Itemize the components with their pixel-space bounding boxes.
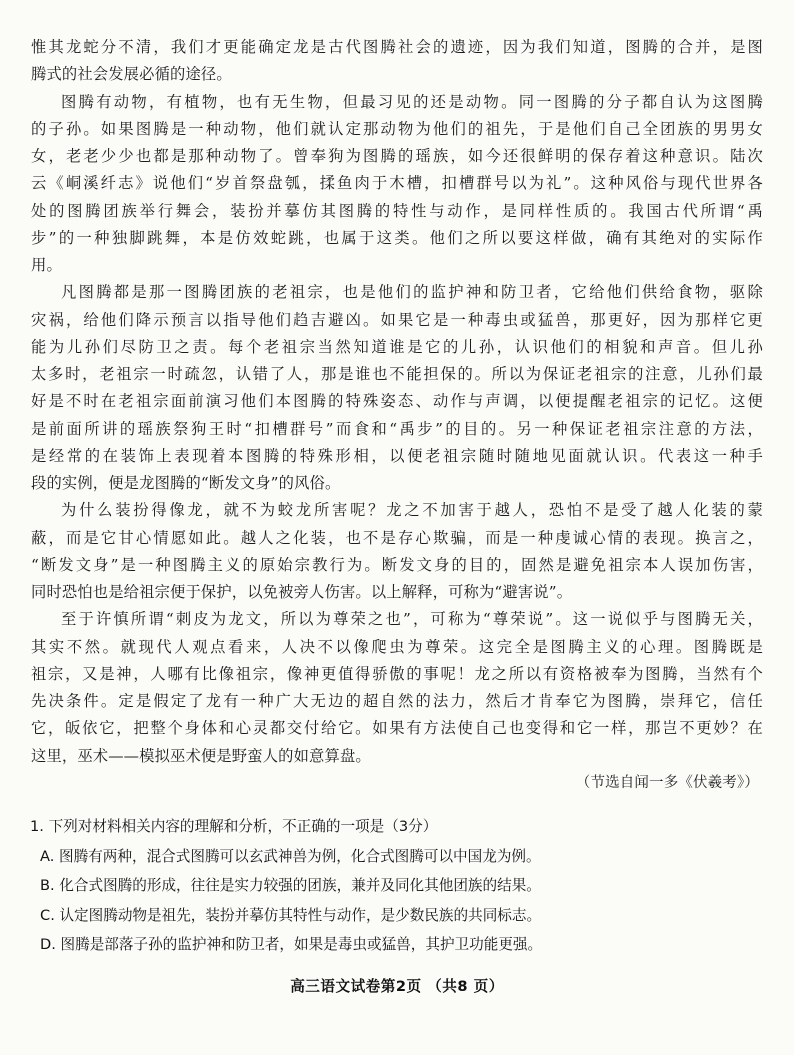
question-block bbox=[30, 812, 770, 960]
passage-line: 蔽，而是它甘心情愿如此。越人之化装，也不是存心欺骗，而是一种虔诚心情的表现。换言之， bbox=[31, 528, 763, 547]
passage-line: 为什么装扮得像龙，就不为蛟龙所害呢？龙之不加害于越人，恐怕不是受了越人化装的蒙 bbox=[61, 501, 763, 520]
passage-line: 好是不时在老祖宗面前演习他们本图腾的特殊姿态、动作与声调，以便提醒老祖宗的记忆。这便 bbox=[31, 392, 763, 411]
passage-line: 同时恐怕也是给祖宗便于保护，以免被旁人伤害。以上解释，可称为“避害说”。 bbox=[31, 583, 573, 601]
passage-line: 图腾有动物，有植物，也有无生物，但最习见的还是动物。同一图腾的分子都自认为这图腾 bbox=[61, 92, 763, 111]
option-a: A. 图腾有两种，混合式图腾可以玄武神兽为例，化合式图腾可以中国龙为例。 bbox=[40, 847, 541, 865]
passage-line: 能为儿孙们尽防卫之责。每个老祖宗当然知道谁是它的儿孙，认识他们的相貌和声音。但儿孙 bbox=[31, 337, 763, 356]
passage-line: 段的实例，便是龙图腾的“断发文身”的风俗。 bbox=[31, 474, 341, 492]
passage-line: 灾祸，给他们降示预言以指导他们趋吉避凶。如果它是一种毒虫或猛兽，那更好，因为那样它更 bbox=[31, 310, 763, 329]
passage-line: 至于许慎所谓“刺皮为龙文，所以为尊荣之也”，可称为“尊荣说”。这一说似乎与图腾无关， bbox=[61, 610, 763, 629]
passage-line: 祖宗，又是神，人哪有比像祖宗，像神更值得骄傲的事呢！龙之所以有资格被奉为图腾，当然有个 bbox=[31, 664, 763, 683]
passage-line: 是前面所讲的瑶族祭狗王时“扣槽群号”而食和“禹步”的目的。另一种保证老祖宗注意的方法， bbox=[31, 419, 763, 438]
option-c: C. 认定图腾动物是祖先，装扮并摹仿其特性与动作，是少数民族的共同标志。 bbox=[40, 906, 542, 924]
question-stem: 1. 下列对材料相关内容的理解和分析，不正确的一项是（3分） bbox=[30, 818, 438, 835]
reading-passage bbox=[31, 34, 763, 797]
passage-line: 这里，巫术——模拟巫术便是野蛮人的如意算盘。 bbox=[31, 746, 371, 765]
passage-line: 先决条件。定是假定了龙有一种广大无边的超自然的法力，然后才肯奉它为图腾，崇拜它，信任 bbox=[31, 692, 763, 710]
passage-line: 是经常的在装饰上表现着本图腾的特殊形相，以便老祖宗随时随地见面就认识。代表这一种手 bbox=[31, 446, 763, 465]
passage-line: 太多时，老祖宗一时疏忽，认错了人，那是谁也不能担保的。所以为保证老祖宗的注意，儿孙们最 bbox=[31, 365, 763, 383]
passage-line: 步”的一种独脚跳舞，本是仿效蛇跳，也属于这类。他们之所以要这样做，确有其绝对的实际作 bbox=[31, 228, 763, 247]
option-d: D. 图腾是部落子孙的监护神和防卫者，如果是毒虫或猛兽，其护卫功能更强。 bbox=[40, 936, 543, 953]
passage-line: 女，老老少少也都是那种动物了。曾奉狗为图腾的瑶族，如今还很鲜明的保存着这种意识。陆次 bbox=[31, 147, 763, 165]
passage-source: （节选自闻一多《伏羲考》） bbox=[575, 774, 759, 791]
option-b: B. 化合式图腾的形成，往往是实力较强的团族，兼并及同化其他团族的结果。 bbox=[40, 877, 541, 894]
passage-line: 腾式的社会发展必循的途径。 bbox=[31, 65, 232, 84]
passage-line: “断发文身”是一种图腾主义的原始宗教行为。断发文身的目的，固然是避免祖宗本人误加伤害， bbox=[31, 555, 763, 574]
passage-line: 惟其龙蛇分不清，我们才更能确定龙是古代图腾社会的遗迹，因为我们知道，图腾的合并，是图 bbox=[31, 38, 763, 56]
page-footer: 高三语文试卷第2页 （共8 页） bbox=[290, 978, 504, 995]
passage-line: 的子孙。如果图腾是一种动物，他们就认定那动物为他们的祖先，于是他们自己全团族的男男女 bbox=[31, 119, 763, 138]
passage-line: 处的图腾团族举行舞会，装扮并摹仿其图腾的特性与动作，是同样性质的。我国古代所谓“禹 bbox=[31, 201, 763, 220]
passage-line: 其实不然。就现代人观点看来，人决不以像爬虫为尊荣。这完全是图腾主义的心理。图腾既是 bbox=[31, 637, 763, 656]
passage-line: 凡图腾都是那一图腾团族的老祖宗，也是他们的监护神和防卫者，它给他们供给食物，驱除 bbox=[61, 283, 763, 302]
passage-line: 云《峒溪纤志》说他们“岁首祭盘瓠，揉鱼肉于木槽，扣槽群号以为礼”。这种风俗与现代世界各 bbox=[31, 174, 763, 193]
passage-line: 它，皈依它，把整个身体和心灵都交付给它。如果有方法使自己也变得和它一样，那岂不更妙？在 bbox=[31, 719, 763, 738]
passage-line: 用。 bbox=[31, 256, 62, 274]
